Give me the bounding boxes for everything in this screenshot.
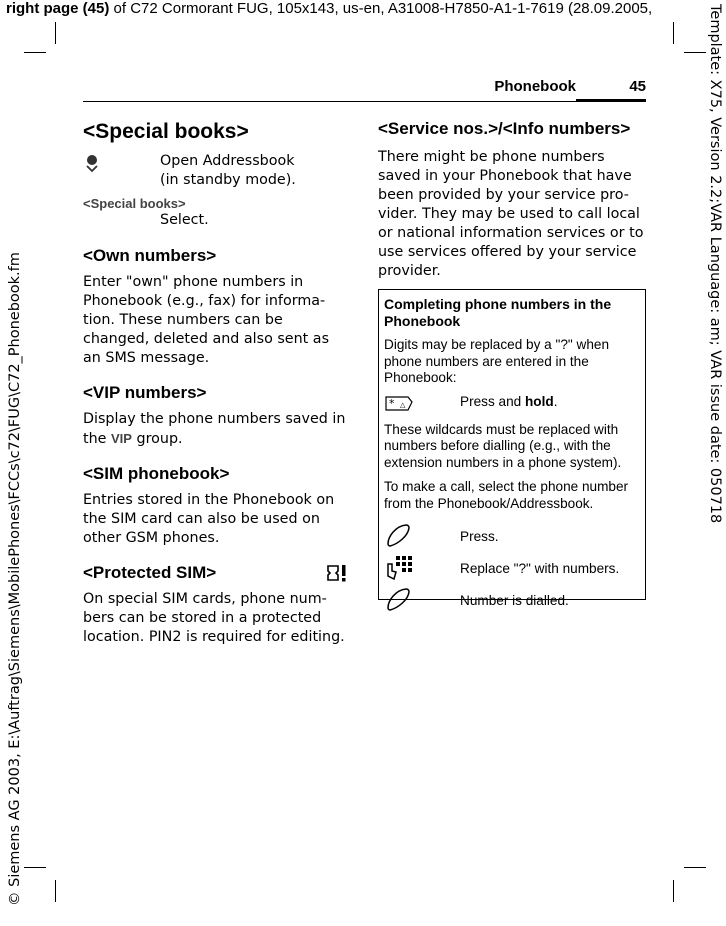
softkey-special-books: <Special books> <box>83 196 186 211</box>
crop-mark <box>55 22 56 44</box>
crop-mark <box>673 22 674 44</box>
step-star-key-text: Press and hold. <box>460 393 558 409</box>
crop-mark <box>684 867 706 868</box>
heading-service-numbers: <Service nos.>/<Info numbers> <box>378 119 631 138</box>
crop-mark <box>24 52 46 53</box>
page-number: 45 <box>629 78 646 95</box>
nav-key-down-icon <box>83 152 160 178</box>
info-box <box>378 289 646 608</box>
heading-own-numbers: <Own numbers> <box>83 246 217 265</box>
step-dialled-text: Number is dialled. <box>460 593 569 608</box>
print-info-bold: right page (45) <box>6 0 110 17</box>
call-key-icon <box>384 586 460 616</box>
section-title: <Special books> <box>83 120 249 143</box>
step-select-text: Select. <box>160 212 209 228</box>
print-info-line <box>6 0 724 18</box>
header-rule <box>83 101 645 102</box>
crop-mark <box>55 880 56 902</box>
heading-protected-sim: <Protected SIM> <box>83 563 217 582</box>
running-header-title: Phonebook <box>494 78 576 95</box>
crop-mark <box>24 867 46 868</box>
step-open-addressbook <box>83 152 351 190</box>
text-protected-sim: On special SIM cards, phone num-bers can be stored in a protected location. PIN2 is required for editing. <box>83 591 345 645</box>
step-press <box>384 522 640 552</box>
right-column <box>378 118 646 281</box>
vip-label: VIP <box>111 431 132 446</box>
copyright-side-text: © Siemens AG 2003, E:\Auftrag\Siemens\MobilePhones\FCCs\c72\FUG\C72_Phonebook.fm <box>7 252 23 906</box>
text-own-numbers: Enter "own" phone numbers in Phonebook (e.g., fax) for informa-tion. These numbers can be changed, deleted and also sent as an SMS message. <box>83 274 330 366</box>
protected-sim-heading-row <box>83 562 351 584</box>
info-box-p2: These wildcards must be replaced with numbers before dialling (e.g., with the extension numbers in a phone system). <box>384 421 622 470</box>
svg-text:△: △ <box>400 400 406 409</box>
keypad-icon <box>384 554 460 584</box>
text-vip-numbers: Display the phone numbers saved in the VIP group. <box>83 411 346 447</box>
step-dialled <box>384 586 640 616</box>
call-key-icon <box>384 522 460 552</box>
heading-vip-numbers: <VIP numbers> <box>83 383 207 402</box>
step-select <box>83 196 351 230</box>
info-box-title: Completing phone numbers in the Phonebook <box>384 296 612 329</box>
step-replace-text: Replace "?" with numbers. <box>460 561 620 576</box>
svg-text:*: * <box>389 396 395 410</box>
provider-dependent-icon <box>323 562 349 588</box>
text-service-numbers: There might be phone numbers saved in your Phonebook that have been provided by your service pro-vider. They may be used to call local or national information services or to use services offered by your service provider. <box>378 149 644 279</box>
step-star-key <box>384 393 640 417</box>
step-open-addressbook-text: Open Addressbook (in standby mode). <box>160 153 296 188</box>
template-side-text: Template: X75, Version 2.2;VAR Language: am; VAR issue date: 050718 <box>707 4 723 524</box>
step-press-text: Press. <box>460 529 499 544</box>
step-replace <box>384 554 640 584</box>
crop-mark <box>673 880 674 902</box>
print-info-rest: of C72 Cormorant FUG, 105x143, us-en, A31008-H7850-A1-1-7619 (28.09.2005, <box>109 0 653 17</box>
header-tab <box>576 99 646 102</box>
info-box-p3: To make a call, select the phone number from the Phonebook/Addressbook. <box>384 479 629 511</box>
left-column <box>83 118 351 647</box>
star-key-icon <box>384 393 460 417</box>
crop-mark <box>684 52 706 53</box>
info-box-p1: Digits may be replaced by a "?" when phone numbers are entered in the Phonebook: <box>384 337 610 385</box>
text-sim-phonebook: Entries stored in the Phonebook on the SIM card can also be used on other GSM phones. <box>83 492 335 546</box>
heading-sim-phonebook: <SIM phonebook> <box>83 464 230 483</box>
